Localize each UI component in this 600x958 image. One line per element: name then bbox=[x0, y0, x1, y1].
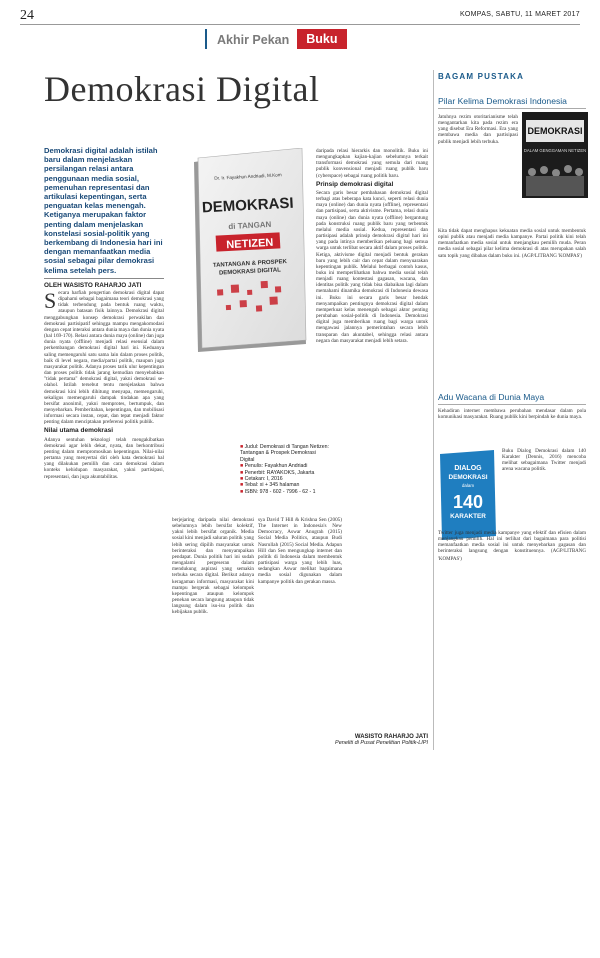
cover-author: Dr. Ir. Fayakhun Andriadi, M.Kom bbox=[214, 172, 282, 181]
book-cover-image bbox=[188, 148, 312, 352]
info-tebal: ■ Tebal: xi + 345 halaman bbox=[240, 482, 330, 488]
review-1-text-b bbox=[438, 228, 586, 344]
subheading-nilai-utama: Nilai utama demokrasi bbox=[44, 427, 113, 435]
info-penerbit: ■ Penerbit: RAYAKOKS, Jakarta bbox=[240, 470, 330, 476]
article-column-3: sya David T Hill & Krishna Sen (2005) The Internet in Indonesia's New Democracy, Aswar Anugrah (2015) Social Media Politics, ataupun Budi Nasrullah (2015) Social Media. Adapun Hill dan Sen mengungkap internet dan politik di Indonesia dalam membentuk partisipasi warga yang lebih luas, sedangkan Aswar melihat bagaimana media sosial digunakan dalam kampanye politik dan gerakan massa. bbox=[258, 517, 342, 585]
column-1b-text: Adanya sentuhan teknologi telah mengakibatkan demokrasi agar lebih dekat, nyata, dan berkontribusi penting dalam mempromosikan kepentingan. Nilai-nilai pertama yang menyertai diri oleh kata demokrasi hal yang dilakukan pemilih dan cara demokrasi dalam konteks kehidupan masyarakat, yakni partisipasi, representasi, dan juga akuntabilitas. bbox=[44, 436, 164, 480]
subheading-prinsip: Prinsip demokrasi digital bbox=[316, 180, 394, 188]
info-judul: ■ Judul: Demokrasi di Tangan Netizen: Tantangan & Prospek Demokrasi Digital bbox=[240, 444, 330, 463]
review-2-body: Twitter juga menjadi media kampanye yang efektif dan efisien dalam menjangkau pemilih. Hal ini terlihat dari bagaimana para politisi memanfaatkan media sosial ini untuk menyebarkan gagasan dan berinteraksi langsung dengan konstituennya. bbox=[438, 530, 586, 555]
article-lead: Demokrasi digital adalah istilah baru dalam menjelaskan persilangan relasi antara penggunaan media sosial, pemenuhan representasi dan artikulasi kepentingan, serta penguatan kelas menengah. Ketiganya merupakan faktor penting dalam menjelaskan konstelasi sosial-politik yang berkembang di Indonesia hari ini dengan memanfaatkan media sosial sebagai pilar demokrasi kelima setelah pers. bbox=[44, 146, 163, 275]
section-akhir-pekan: Akhir Pekan bbox=[205, 29, 297, 49]
column-4b-text: Secara garis besar pembahasan demokrasi digital terbagi atas beberapa kata kunci, seperti relasi dunia maya (online) dan dunia nyata (offline), representasi dan partisipasi, serta aktivisme. Pertama, relasi dunia maya (online) dan dunia nyata (offline) bergantung pada konstruksi ruang publik baru yang terbentuk melalui media sosial. Kedua, representasi dan partisipasi adalah prinsip demokrasi digital hari ini yang pada intinya memberikan peluang bagi semua warga untuk terlibat secara aktif dalam proses politik. Ketiga, aktivisme digital menjadi bentuk gerakan baru yang lebih cair dan cepat dalam menyuarakan kepentingan publik. Melalui berbagai contoh kasus, buku ini memperlihatkan bahwa media sosial telah menjadi ruang kontestasi gagasan, wacana, dan identitas politik yang tidak bisa diabaikan lagi dalam memahami dinamika demokrasi di Indonesia dewasa ini. Buku ini secara garis besar hendak menyampaikan pentingnya demokrasi digital dalam memperkuat kelas menengah sebagai aktor penting perubahan sosial-politik di Indonesia. Demokrasi digital juga memberikan ruang bagi warga untuk mengawasi jalannya pemerintahan secara lebih transparan dan akuntabel, sehingga relasi antara negara dan masyarakat menjadi lebih setara. bbox=[316, 189, 428, 344]
cover-title: DEMOKRASI bbox=[201, 194, 294, 217]
review-2-text-c bbox=[438, 530, 586, 618]
article-byline: OLEH WASISTO RAHARJO JATI bbox=[44, 278, 164, 289]
dateline: KOMPAS, SABTU, 11 MARET 2017 bbox=[459, 11, 580, 18]
review-1-rule bbox=[438, 108, 586, 109]
header-divider bbox=[20, 24, 580, 25]
review-2-cover-image bbox=[438, 450, 498, 540]
cover-tagline-2: DEMOKRASI DIGITAL bbox=[218, 267, 282, 277]
article-title: Demokrasi Digital bbox=[44, 69, 320, 109]
review-2-text-b: Buku Dialog Demokrasi dalam 140 Karakter (Dennis, 2016) mencoba melihat sebagaimana Twitter menjadi arena wacana politik. bbox=[502, 448, 586, 473]
info-cetakan: ■ Cetakan: I, 2016 bbox=[240, 476, 330, 482]
sidebar-divider bbox=[433, 70, 434, 750]
thumb1-sub: DALAM GENGGAMAN NETIZEN bbox=[523, 148, 587, 153]
article-column-1 bbox=[44, 290, 164, 768]
signature-role: Peneliti di Pusat Penelitian Politik-LIPI bbox=[335, 740, 428, 746]
review-1-title: Pilar Kelima Demokrasi Indonesia bbox=[438, 96, 567, 106]
column-1-text: ecara harfiah pengertian demokrasi digital dapat dipahami sebagai bagaimana teori demokrasi yang tidak terbendung pada bentuk ruang waktu, ataupun batasan fisik lainnya. Demokrasi digital menggabungkan konsep demokrasi perwakilan dan demokrasi partisipatif sehingga mampu mengakomodasi dengan cepat interaksi antara dunia maya dan dunia nyata (hal 169-170). Relasi antara dunia maya (online) dan juga dunia nyata (offline) menjadi relasi esensial dalam perkembangan demokrasi digital hari ini. Keduanya saling memengaruhi satu sama lain dalam proses politik, baik di level negara, media/partai politik, maupun juga masyarakat politik. Adanya proses tarik ulur kepentingan dan proses politik tidak jarang kemudian menyebabkan "tidak pertama" demokrasi digital, yakni demokrasi se-olahol. Istilah tersebut tentu menjelaskan bahwa demokrasi kini lebih dihitung menyapa, memengaruhi, sekaligus memengaruhi dampak tindakan apa yang bersifat anonimil, yakni memprotes, bertumpuk, dan menyebarkan. Pemberitahan, kepentingan, dan mobilisasi informasi secara instan, cepat, dan tepat menjadi faktor penting dalam menciptakan preferensi politik publik. bbox=[44, 290, 164, 426]
review-1-body: Kita tidak dapat menghapus kekuatan media sosial untuk membentuk opini publik atau menjadi media kampanye. Partai politik kini telah memanfaatkan media sosial untuk menjangkau pemilih muda. Peran media sosial sebagai pilar kelima demokrasi di atas merupakan salah satu topik yang dibahas dalam buku ini. bbox=[438, 228, 586, 259]
article-column-2: berjejaring daripada nilai demokrasi sebelumnya lebih bersifat kolektif, yakni lebih bersifat organik. Media sosial kini menjadi saluran politik yang lebih sering dipilih masyarakat untuk berinteraksi dan menyampaikan pendapat. Dunia politik hari ini sudah mengalami pergeseran dalam mendukung aspirasi yang semakin terbuka secara digital. Berikut adanya keragaman informasi, masyarakat kini mampu bergerak sebagai kelompok kepentingan ataupun kelompok penekan secara langsung ataupun tidak langsung dalam isu-isu politik dan kebijakan publik. bbox=[172, 517, 254, 616]
thumb2-line4: KARAKTER bbox=[450, 513, 486, 520]
thumb2-line2: DEMOKRASI bbox=[448, 474, 488, 481]
review-1-cover-image bbox=[522, 112, 588, 198]
sidebar-heading: BAGAM PUSTAKA bbox=[438, 72, 525, 81]
cover-tagline-1: TANTANGAN & PROSPEK bbox=[212, 259, 288, 269]
info-isbn: ■ ISBN: 978 - 602 - 7996 - 62 - 1 bbox=[240, 489, 330, 495]
signature-name: WASISTO RAHARJO JATI bbox=[354, 734, 428, 740]
review-2-credit: (AGP/LITBANG 'KOMPAS') bbox=[438, 549, 586, 562]
info-penulis: ■ Penulis: Fayakhun Andriadi bbox=[240, 463, 330, 469]
review-2-text-a: Kehadiran internet membawa perubahan mendasar dalam pola komunikasi masyarakat. Ruang publik kini berpindah ke dunia maya. bbox=[438, 408, 586, 421]
review-1-credit: (AGP/LITBANG 'KOMPAS') bbox=[521, 253, 582, 259]
thumb2-line3: dalam bbox=[461, 483, 475, 488]
thumb2-number: 140 bbox=[452, 492, 484, 512]
review-1-text-a: Jatuhnya rezim otoritarianisme telah mengantarkan kita pada rezim era yang disebut Era Reformasi. Era yang membawa media dan partisipasi publik menjadi lebih terbuka. bbox=[438, 114, 518, 145]
review-2-rule bbox=[438, 404, 586, 405]
cover-subtitle-1: di TANGAN bbox=[228, 219, 272, 232]
review-2-title: Adu Wacana di Dunia Maya bbox=[438, 392, 545, 402]
drop-cap: S bbox=[44, 290, 57, 313]
section-buku: Buku bbox=[297, 29, 346, 49]
thumb2-line1: DIALOG bbox=[454, 465, 482, 472]
article-column-4 bbox=[316, 148, 428, 732]
thumb1-title: DEMOKRASI bbox=[527, 126, 583, 136]
section-label bbox=[205, 29, 347, 49]
column-4-text: daripada relasi hierarkis dan monolitik. Buku ini mengungkapkan kajian-kajian sebelumnya terkait transformasi demokrasi yang semula dari ruang publik konvensional menjadi ruang publik baru (cyberspace) sebagai ruang politik baru. bbox=[316, 148, 428, 179]
article-signature bbox=[316, 734, 428, 746]
cover-subtitle-2: NETIZEN bbox=[226, 236, 274, 252]
page-number: 24 bbox=[20, 8, 34, 23]
